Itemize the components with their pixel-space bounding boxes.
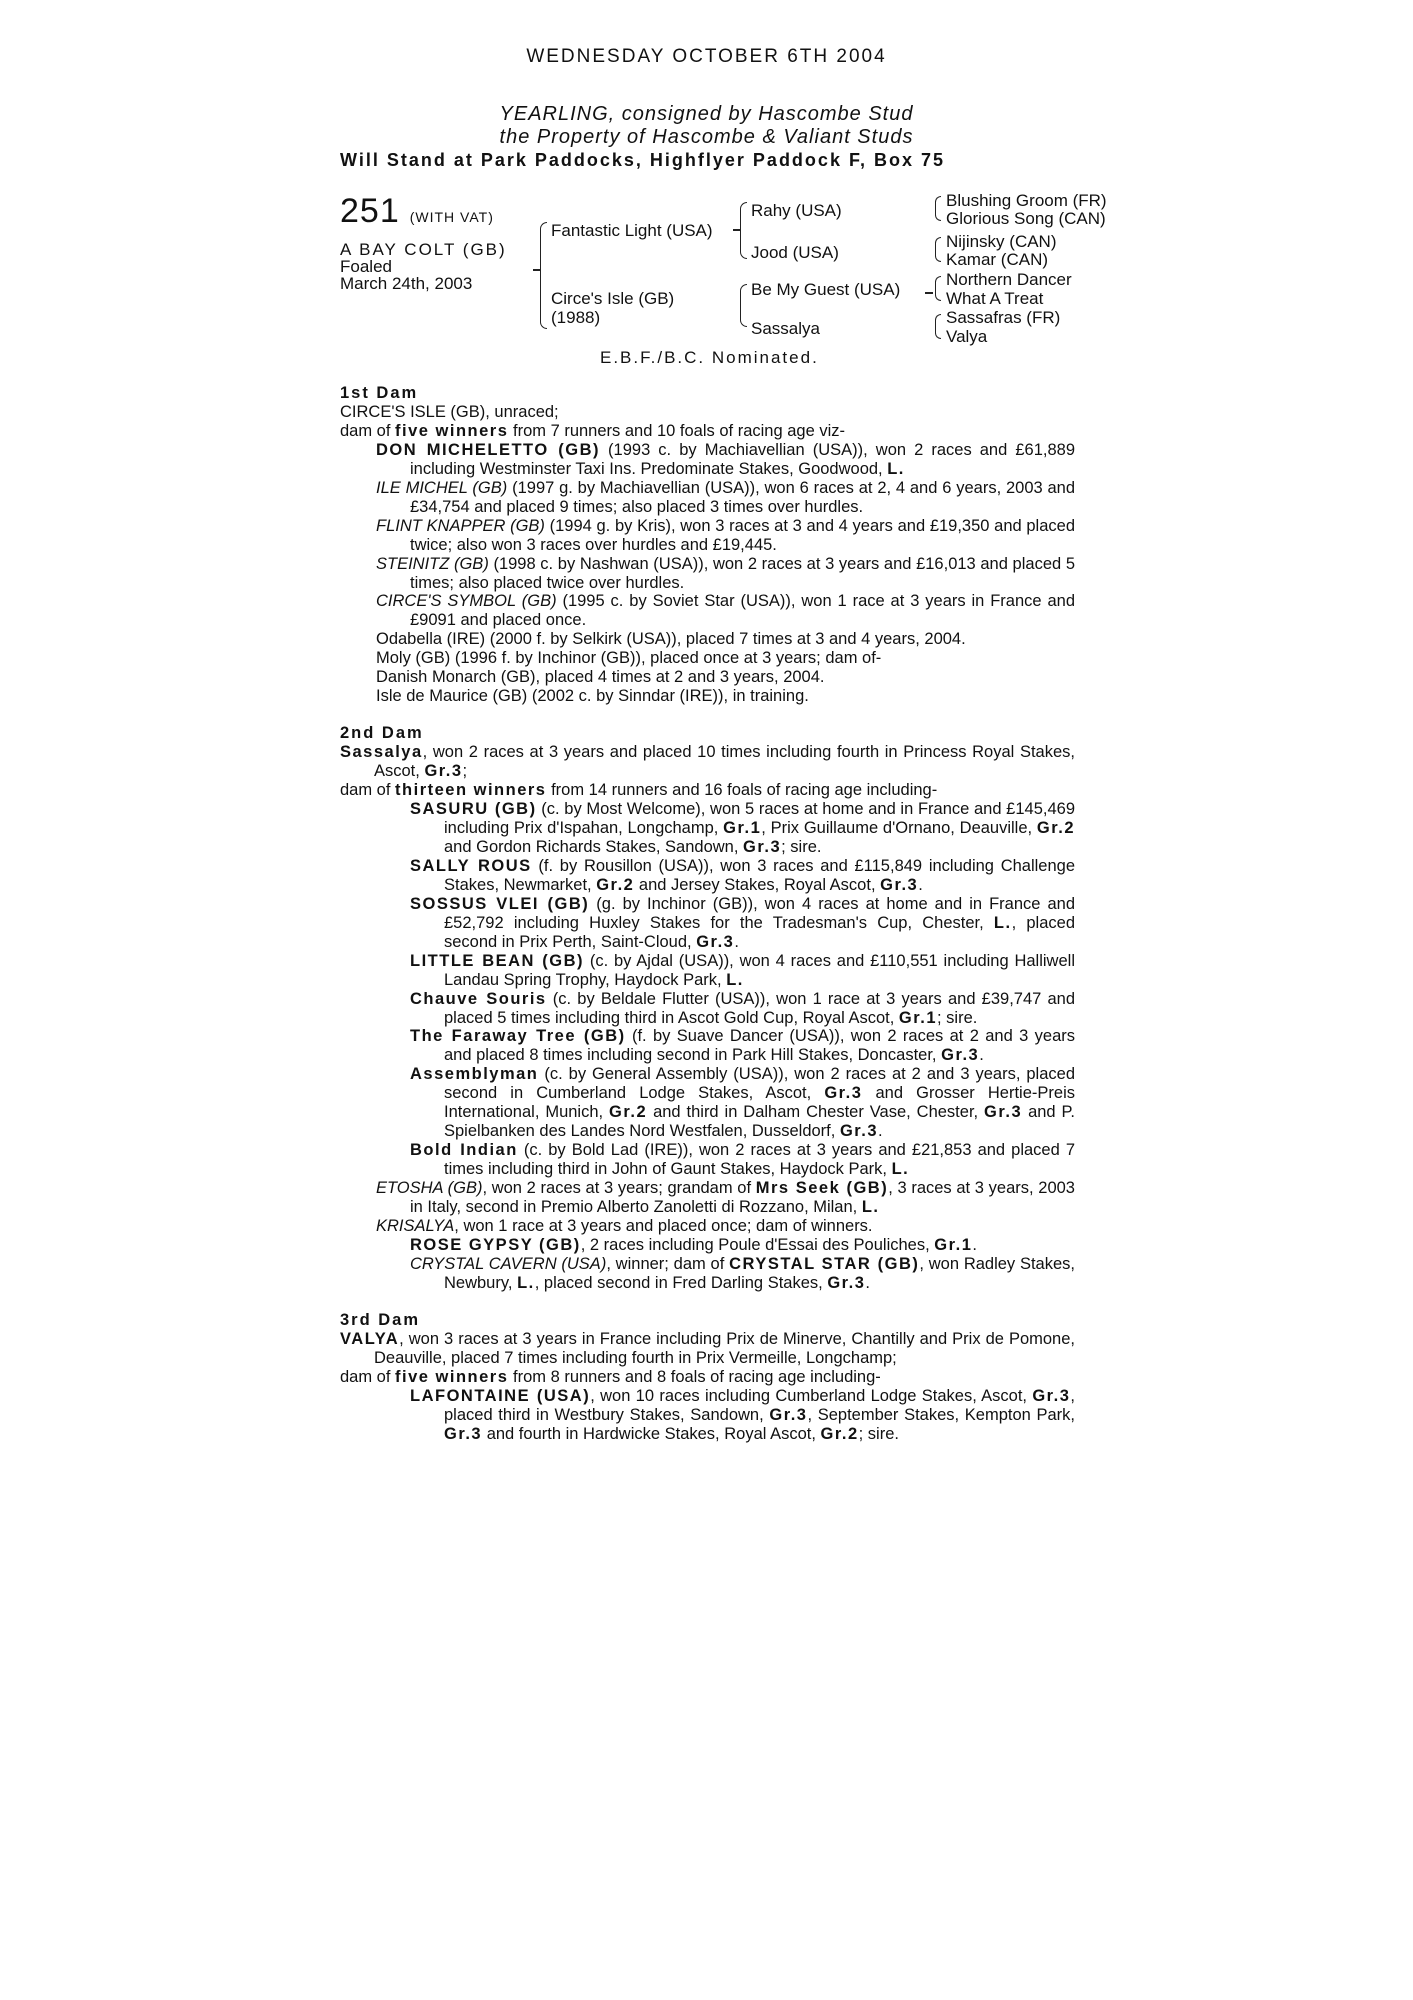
nomination-note: E.B.F./B.C. Nominated. [600,348,819,367]
pedigree-dam-year: (1988) [551,308,601,327]
second-dam-summary: dam of thirteen winners from 14 runners and 16 foals of racing age including- [340,781,938,800]
produce-entry: Chauve Souris (c. by Beldale Flutter (USA)), won 1 race at 3 years and £39,747 and placed 5 times including third in Ascot Gold Cup, Royal Ascot, Gr.1; sire. [410,989,1075,1027]
pedigree-sire: Fantastic Light (USA) [551,221,713,240]
second-dam-line: Sassalya, won 2 races at 3 years and placed 10 times including fourth in Princess Royal Stakes, Ascot, Gr.3; [340,743,1075,781]
third-dam-line: VALYA, won 3 races at 3 years in France including Prix de Minerve, Chantilly and Prix de Pomone, Deauville, placed 7 times including fourth in Prix Vermeille, Longchamp; [340,1329,1075,1367]
produce-entry: ETOSHA (GB), won 2 races at 3 years; grandam of Mrs Seek (GB), 3 races at 3 years, 2003 in Italy, second in Premio Alberto Zanoletti di Rozzano, Milan, L. [376,1179,1075,1217]
produce-entry: SASURU (GB) (c. by Most Welcome), won 5 races at home and in France and £145,469 including Prix d'Ispahan, Longchamp, Gr.1, Prix Guillaume d'Ornano, Deauville, Gr.2 and Gordon Richards Stakes, Sandown, Gr.3; sire. [410,800,1076,856]
produce-entry: LAFONTAINE (USA), won 10 races including Cumberland Lodge Stakes, Ascot, Gr.3, placed third in Westbury Stakes, Sandown, Gr.3, September Stakes, Kempton Park, Gr.3 and fourth in Hardwicke Stakes, Royal Ascot, Gr.2; sire. [410,1386,1076,1443]
foaled-date: March 24th, 2003 [340,274,473,293]
pedigree-ss-dam: Glorious Song (CAN) [946,209,1106,228]
produce-entry: DON MICHELETTO (GB) (1993 c. by Machiavellian (USA)), won 2 races and £61,889 including Westminster Taxi Ins. Predominate Stakes, Goodwood, L. [376,440,1075,478]
produce-entry: SOSSUS VLEI (GB) (g. by Inchinor (GB)), won 4 races at home and in France and £52,792 including Huxley Stakes for the Tradesman's Cup, Chester, L., placed second in Prix Perth, Saint-Cloud, Gr.3. [410,894,1076,951]
pedigree-dd-dam: Valya [946,327,988,346]
produce-entry: LITTLE BEAN (GB) (c. by Ajdal (USA)), won 4 races and £110,551 including Halliwell Landau Spring Trophy, Haydock Park, L. [410,951,1075,989]
sale-date: WEDNESDAY OCTOBER 6TH 2004 [526,46,887,67]
consignor-line-1: YEARLING, consigned by Hascombe Stud [499,103,914,125]
first-dam-summary: dam of five winners from 7 runners and 10 foals of racing age viz- [340,421,845,440]
lot-number: 251 [340,192,400,230]
produce-entry: Isle de Maurice (GB) (2002 c. by Sinndar (IRE)), in training. [376,687,809,706]
produce-entry: SALLY ROUS (f. by Rousillon (USA)), won 3 races and £115,849 including Challenge Stakes, Newmarket, Gr.2 and Jersey Stakes, Royal Ascot, Gr.3. [410,856,1075,894]
first-dam-line: CIRCE'S ISLE (GB), unraced; [340,402,559,421]
pedigree-sire-sire: Rahy (USA) [751,201,842,220]
produce-entry: Moly (GB) (1996 f. by Inchinor (GB)), placed once at 3 years; dam of- [376,649,882,668]
first-dam-heading: 1st Dam [340,384,419,402]
second-dam-heading: 2nd Dam [340,724,424,743]
produce-entry: Odabella (IRE) (2000 f. by Selkirk (USA)), placed 7 times at 3 and 4 years, 2004. [376,630,966,649]
pedigree-dam: Circe's Isle (GB) [551,289,675,308]
produce-entry: The Faraway Tree (GB) (f. by Suave Dancer (USA)), won 2 races at 2 and 3 years and placed 8 times including second in Park Hill Stakes, Doncaster, Gr.3. [410,1027,1075,1065]
pedigree-ds-sire: Northern Dancer [946,270,1072,289]
pedigree-dam-dam: Sassalya [751,319,820,338]
horse-info [340,241,507,292]
pedigree-sire-dam: Jood (USA) [751,243,839,262]
produce-entry: CIRCE'S SYMBOL (GB) (1995 c. by Soviet Star (USA)), won 1 race at 3 years in France and £9091 and placed once. [376,592,1075,630]
foaled-label: Foaled [340,257,392,276]
vat-note: (WITH VAT) [409,209,494,225]
third-dam-summary: dam of five winners from 8 runners and 8 foals of racing age including- [340,1367,881,1386]
pedigree-sd-sire: Nijinsky (CAN) [946,232,1057,251]
horse-description: A BAY COLT (GB) [340,240,507,259]
produce-entry: Bold Indian (c. by Bold Lad (IRE)), won 2 races at 3 years and £21,853 and placed 7 times including third in John of Gaunt Stakes, Haydock Park, L. [410,1141,1076,1179]
pedigree-dd-sire: Sassafras (FR) [946,308,1061,327]
produce-entry: ILE MICHEL (GB) (1997 g. by Machiavellian (USA)), won 6 races at 2, 4 and 6 years, 2003 and £34,754 and placed 9 times; also placed 3 times over hurdles. [376,478,1076,516]
produce-entry: Assemblyman (c. by General Assembly (USA)), won 2 races at 2 and 3 years, placed second in Cumberland Lodge Stakes, Ascot, Gr.3 and Grosser Hertie-Preis International, Munich, Gr.2 and third in Dalham Chester Vase, Chester, Gr.3 and P. Spielbanken des Landes Nord Westfalen, Dusseldorf, Gr.3. [410,1065,1075,1141]
produce-entry: FLINT KNAPPER (GB) (1994 g. by Kris), won 3 races at 3 and 4 years and £19,350 and placed twice; also won 3 races over hurdles and £19,445. [376,516,1075,554]
produce-entry-sub: Danish Monarch (GB), placed 4 times at 2 and 3 years, 2004. [376,668,825,687]
pedigree-ds-dam: What A Treat [946,289,1044,308]
third-dam-heading: 3rd Dam [340,1310,421,1329]
produce-entry: KRISALYA, won 1 race at 3 years and placed once; dam of winners. [376,1216,873,1235]
pedigree-sd-dam: Kamar (CAN) [946,250,1049,269]
produce-entry-sub: ROSE GYPSY (GB), 2 races including Poule d'Essai des Pouliches, Gr.1. [410,1235,977,1254]
consignor-line-2: the Property of Hascombe & Valiant Studs [499,126,914,148]
produce-entry: STEINITZ (GB) (1998 c. by Nashwan (USA)), won 2 races at 3 years and £16,013 and placed 5 times; also placed twice over hurdles. [376,554,1075,592]
lot-heading [340,192,494,231]
produce-entry-sub: CRYSTAL CAVERN (USA), winner; dam of CRYSTAL STAR (GB), won Radley Stakes, Newbury, L., placed second in Fred Darling Stakes, Gr.3. [410,1254,1075,1292]
pedigree-dam-sire: Be My Guest (USA) [751,280,901,299]
stand-location: Will Stand at Park Paddocks, Highflyer Paddock F, Box 75 [340,150,945,170]
pedigree-ss-sire: Blushing Groom (FR) [946,191,1107,210]
produce-record [340,384,1075,1443]
